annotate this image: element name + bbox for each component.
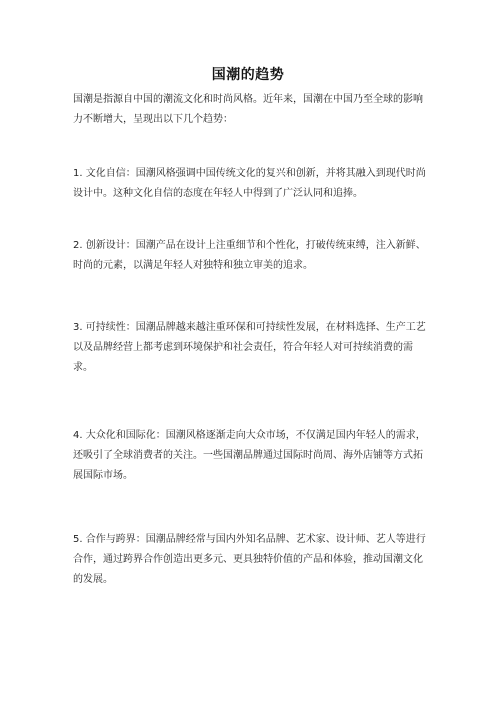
trend-paragraph-4: 4. 大众化和国际化：国潮风格逐渐走向大众市场，不仅满足国内年轻人的需求，还吸引了全球消费者的关注。一些国潮品牌通过国际时尚周、海外店铺等方式拓展国际市场。 bbox=[73, 430, 426, 481]
trend-paragraph-3: 3. 可持续性：国潮品牌越来越注重环保和可持续性发展，在材料选择、生产工艺以及品牌经营上都考虑到环境保护和社会责任，符合年轻人对可持续消费的需求。 bbox=[73, 322, 426, 373]
trend-paragraph-5: 5. 合作与跨界：国潮品牌经常与国内外知名品牌、艺术家、设计师、艺人等进行合作，通过跨界合作创造出更多元、更具独特价值的产品和体验，推动国潮文化的发展。 bbox=[73, 534, 426, 585]
trend-paragraph-1: 1. 文化自信：国潮风格强调中国传统文化的复兴和创新，并将其融入到现代时尚设计中。这种文化自信的态度在年轻人中得到了广泛认同和追捧。 bbox=[73, 168, 426, 199]
document-title: 国潮的趋势 bbox=[211, 67, 285, 83]
intro-paragraph: 国潮是指源自中国的潮流文化和时尚风格。近年来，国潮在中国乃至全球的影响力不断增大，呈现出以下几个趋势： bbox=[73, 94, 423, 125]
trend-paragraph-2: 2. 创新设计：国潮产品在设计上注重细节和个性化，打破传统束缚，注入新鲜、时尚的元素，以满足年轻人对独特和独立审美的追求。 bbox=[73, 240, 426, 271]
